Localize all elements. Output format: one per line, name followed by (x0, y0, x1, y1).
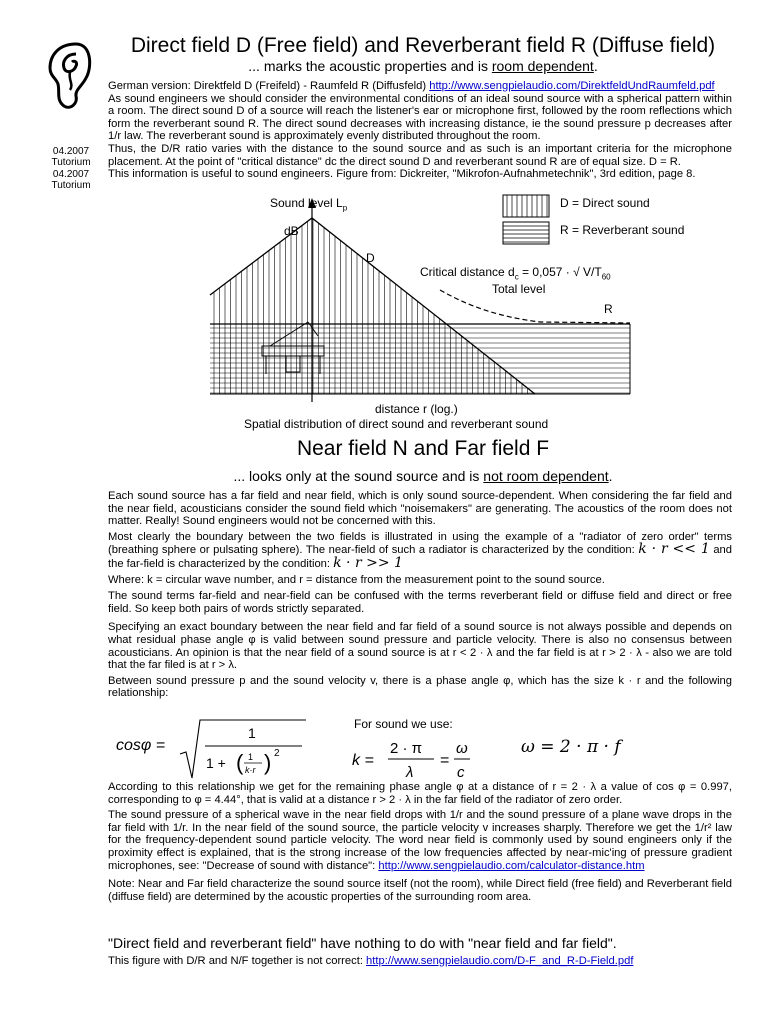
near-subtitle-underlined: not room dependent (483, 468, 609, 484)
d-label: D (366, 251, 375, 265)
page-subtitle (108, 58, 738, 74)
subtitle-suffix: . (593, 58, 598, 74)
side-date-1: 04.2007 (52, 146, 90, 157)
near-p8-text: The sound pressure of a spherical wave in the near field drops with 1/r and the sound pressure of a plane wave drops in the far field with 1/r. In the near field of the sound source, the particle velocity v increases sharply. Therefore we get the 1/r² law for the frequency-dependent sound particle velocity. The word near field is commonly used by sound engineers only if the proximity effect is explained, that is the strong increase of the low frequencies affected by near-mic'ing of pressure gradient microphones, see: "Decrease of sound with distance": (108, 809, 732, 872)
critical-sub: c (514, 272, 519, 282)
reverberant-area (210, 328, 630, 393)
k-lhs: k = (352, 752, 374, 769)
k-eq: = (440, 752, 450, 769)
near-paragraph-1: Each sound source has a far field and near field, which is only sound source-dependent. When considering the far field and the near field, acousticians consider the sound field which "noisemakers" are generating. The acoustics of the room does not matter. Really! Sound engineers would not be concerned with this. (108, 490, 732, 528)
db-label: dB (284, 224, 299, 238)
figure-caption: Spatial distribution of direct sound and reverberant sound (244, 417, 549, 431)
legend-direct-label: D = Direct sound (560, 196, 650, 210)
intro-paragraph-1: As sound engineers we should consider the environmental conditions of an ideal sound source with a spherical pattern within a room. The direct sound D of a source will reach the listener's ear or microphone first, followed by the room reflections which form the reverberant sound R. The direct sound decreases with increasing distance, ie the sound pressure p decreases after 1/r law. The reverberant sound is approximately evenly distributed throughout the room. (108, 92, 732, 143)
k-num: 2 · π (390, 740, 423, 757)
legend-reverb-label: R = Reverberant sound (560, 223, 685, 237)
german-version-line (108, 80, 732, 93)
intro-paragraph-3: This information is useful to sound engineers. Figure from: Dickreiter, "Mikrofon-Aufnahmetechnik", 3rd edition, page 8. (108, 168, 696, 181)
cos-formula (110, 718, 310, 782)
df-rd-field-link[interactable]: http://www.sengpielaudio.com/D-F_and_R-D-Field.pdf (366, 955, 634, 967)
far-condition: k · r >> 1 (333, 554, 403, 571)
near-paragraph-5: Specifying an exact boundary between the near field and far field of a sound source is not always possible and depends on what residual phase angle φ is valid between sound pressure and particle velocity. There is also no consensus between acousticians. An opinion is that the near field of a sound source is at r < 2 · λ and the far field is at r > 2 · λ - also we are told that the far filed is at r > λ. (108, 621, 732, 672)
german-version-link[interactable]: http://www.sengpielaudio.com/DirektfeldUndRaumfeld.pdf (429, 80, 715, 92)
near-p2b: and the far-field is characterized by the condition: (108, 544, 732, 570)
near-paragraph-9: Note: Near and Far field characterize the sound source itself (not the room), while Direct field (free field) and Reverberant field (diffuse field) are determined by the acoustic properties of the surrounding room area. (108, 878, 732, 903)
subtitle-prefix: ... marks the acoustic properties and is (248, 58, 492, 74)
cos-one: 1 (248, 725, 256, 741)
near-paragraph-7: According to this relationship we get for the remaining phase angle φ at a distance of r = 2 · λ a value of cos φ = 0.997, corresponding to φ = 4.44°, that is valid at a distance r > 2 · λ in the far field of the radiator of zero order. (108, 781, 732, 806)
near-subtitle-suffix: . (608, 468, 613, 484)
side-tutorium-1: Tutorium (51, 157, 91, 168)
intro-block (108, 80, 732, 181)
critical-distance-label (420, 265, 611, 281)
critical-formula: = 0,057 · √ V/T (518, 265, 602, 279)
r-label: R (604, 302, 613, 316)
intro-paragraph-2: Thus, the D/R ratio varies with the distance to the sound source and as such is an important criteria for the microphone placement. At the point of "critical distance" dc the direct sound D and reverberant sound R are of equal size. D = R. (108, 142, 732, 168)
k-den: λ (406, 764, 414, 781)
cos-paren: ( (236, 750, 244, 775)
near-p2a: Most clearly the boundary between the two fields is illustrated in using the example of a "radiator of zero order" terms (breathing sphere or pulsating sphere). The near-field of such a radiator is characterized by the condition: (108, 530, 732, 557)
direct-sound-curve (210, 218, 535, 394)
k-den2: c (457, 764, 465, 781)
cos-inner-den: k·r (245, 765, 256, 775)
critical-sub2: 60 (601, 272, 611, 282)
legend-reverb-box (503, 222, 549, 244)
near-field-title: Near field N and Far field F (296, 437, 550, 460)
near-field-subtitle (108, 468, 738, 484)
page-title: Direct field D (Free field) and Reverberant field R (Diffuse field) (130, 34, 716, 57)
near-condition: k · r << 1 (638, 541, 710, 558)
cos-paren-close: ) (264, 750, 272, 775)
subtitle-underlined: room dependent (491, 58, 594, 74)
omega-formula: ω = 2 · π · f (521, 737, 621, 757)
distance-calculator-link[interactable]: http://www.sengpielaudio.com/calculator-distance.htm (378, 859, 645, 872)
cos-lhs: cosφ = (116, 737, 166, 754)
k-formula (350, 735, 490, 781)
side-tutorium-2: Tutorium (51, 180, 91, 191)
german-prefix: German version: Direktfeld D (Freifeld) - Raumfeld R (Diffusfeld) (108, 80, 430, 92)
sound-level-sub: p (342, 203, 348, 213)
near-paragraph-3: Where: k = circular wave number, and r = distance from the measurement point to the sound source. (108, 573, 605, 586)
near-paragraph-8 (108, 809, 732, 872)
final-prefix: This figure with D/R and N/F together is not correct: (108, 955, 367, 967)
cos-den-one: 1 + (206, 755, 226, 771)
cos-exponent: 2 (274, 748, 280, 759)
sound-level-text: Sound level L (270, 196, 343, 210)
near-block-2 (108, 781, 732, 903)
sound-level-label (270, 196, 347, 212)
near-block-1 (108, 490, 732, 700)
near-paragraph-2 (108, 531, 732, 571)
cos-inner-num: 1 (248, 752, 254, 762)
distance-label: distance r (log.) (375, 402, 458, 416)
ear-logo (46, 40, 98, 110)
near-paragraph-6: Between sound pressure p and the sound velocity v, there is a phase angle φ, which has the size k · r and the following relationship: (108, 674, 732, 700)
near-paragraph-4: The sound terms far-field and near-field can be confused with the terms reverberant field or diffuse field and direct or free field. So keep both pairs of words strictly separated. (108, 590, 732, 615)
critical-prefix: Critical distance d (420, 265, 515, 279)
for-sound-label: For sound we use: (354, 717, 453, 731)
near-subtitle-prefix: ... looks only at the sound source and is (233, 468, 484, 484)
total-level-label: Total level (492, 282, 546, 296)
k-num2: ω (456, 740, 468, 757)
emphasis-note: "Direct field and reverberant field" have nothing to do with "near field and far field". (108, 935, 617, 951)
final-line (108, 955, 732, 968)
side-date-2: 04.2007 (52, 169, 90, 180)
